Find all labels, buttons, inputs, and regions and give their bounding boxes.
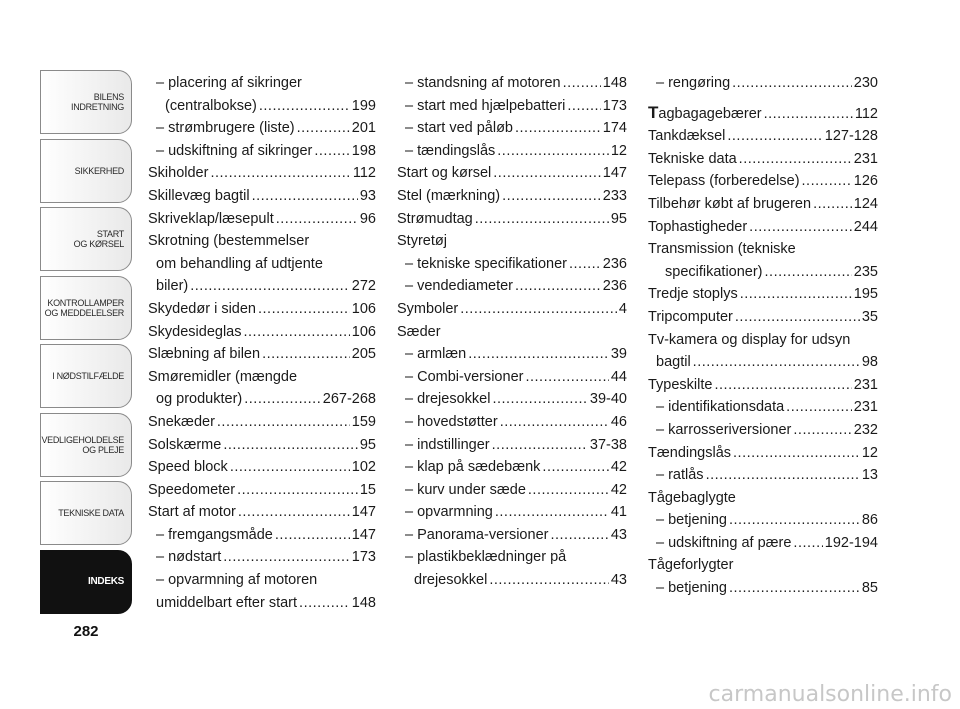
entry-text: biler) — [156, 278, 189, 295]
page-reference: 124 — [853, 195, 878, 212]
index-entry — [148, 388, 376, 411]
page-reference: 98 — [861, 354, 878, 371]
page-reference: 12 — [610, 142, 627, 159]
index-column-3 — [648, 72, 878, 600]
index-entry: – placering af sikringer — [156, 75, 302, 91]
page-reference: 106 — [351, 323, 376, 340]
index-entry — [648, 306, 878, 329]
dot-leader — [525, 366, 608, 389]
index-entry — [648, 170, 878, 193]
entry-text: drejesokkel — [414, 572, 488, 589]
chapter-tab[interactable] — [40, 276, 132, 340]
dot-leader — [739, 148, 852, 171]
index-entry: Tv-kamera og display for udsyn — [648, 331, 851, 348]
entry-text: – kurv under sæde — [405, 481, 526, 498]
page-reference: 127-128 — [824, 128, 878, 145]
index-entry — [648, 351, 878, 374]
dot-leader — [468, 343, 609, 366]
page-reference: 147 — [602, 165, 627, 182]
dot-leader — [314, 140, 349, 163]
page-reference: 41 — [610, 504, 627, 521]
dot-leader — [714, 374, 851, 397]
dot-leader — [550, 524, 608, 547]
index-entry — [148, 117, 376, 140]
index-entry — [397, 456, 627, 479]
entry-text: – strømbrugere (liste) — [156, 120, 295, 137]
page-reference: 174 — [602, 120, 627, 137]
dot-leader — [276, 208, 358, 231]
page-reference: 148 — [602, 75, 627, 91]
index-entry — [148, 592, 376, 615]
dot-leader — [258, 298, 350, 321]
dot-leader — [495, 501, 609, 524]
page-reference: 15 — [359, 481, 376, 498]
entry-text: Skiholder — [148, 165, 209, 182]
entry-text: Solskærme — [148, 436, 222, 453]
entry-text: umiddelbart efter start — [156, 594, 298, 611]
entry-text: Skillevæg bagtil — [148, 187, 250, 204]
entry-text: Slæbning af bilen — [148, 346, 261, 363]
dot-leader — [217, 411, 350, 434]
page-reference: 106 — [351, 300, 376, 317]
index-entry — [648, 216, 878, 239]
page-reference: 232 — [853, 421, 878, 438]
page-reference: 205 — [351, 346, 376, 363]
page-reference: 86 — [861, 512, 878, 529]
entry-text: Skydedør i siden — [148, 300, 256, 317]
index-entry — [397, 253, 627, 276]
chapter-tab[interactable] — [40, 481, 132, 545]
entry-text: – udskiftning af sikringer — [156, 142, 313, 159]
entry-text: – fremgangsmåde — [156, 526, 273, 543]
page-reference: 13 — [861, 467, 878, 484]
entry-text: – Combi-versioner — [405, 368, 524, 385]
index-entry — [648, 532, 878, 555]
dot-leader — [244, 321, 350, 344]
page-reference: 236 — [602, 255, 627, 272]
page-reference: 244 — [853, 218, 878, 235]
index-entry — [397, 162, 627, 185]
index-entry — [148, 321, 376, 344]
chapter-tab[interactable] — [40, 344, 132, 408]
dot-leader — [733, 442, 860, 465]
index-entry — [148, 411, 376, 434]
chapter-tab-label: I NØDSTILFÆLDE — [52, 371, 124, 381]
index-entry — [148, 95, 376, 118]
dot-leader — [563, 72, 601, 95]
index-entry: – plastikbeklædninger på — [405, 549, 567, 566]
entry-text: – udskiftning af pære — [656, 534, 792, 551]
index-entry — [397, 95, 627, 118]
dot-leader — [727, 125, 822, 148]
page-reference: 126 — [853, 173, 878, 190]
page-reference: 201 — [351, 120, 376, 137]
entry-text: Start og kørsel — [397, 165, 492, 182]
entry-text: Speedometer — [148, 481, 236, 498]
page-reference: 112 — [352, 165, 376, 182]
dot-leader — [765, 261, 852, 284]
entry-text: og produkter) — [156, 391, 243, 408]
index-entry — [397, 185, 627, 208]
dot-leader — [460, 298, 617, 321]
dot-leader — [502, 185, 601, 208]
page-reference: 195 — [853, 286, 878, 303]
index-entry: Transmission (tekniske — [648, 241, 796, 258]
dot-leader — [210, 162, 350, 185]
entry-text: Tilbehør købt af brugeren — [648, 195, 812, 212]
index-entry — [648, 374, 878, 397]
index-entry — [397, 117, 627, 140]
entry-text: Symboler — [397, 300, 459, 317]
entry-text: – hovedstøtter — [405, 413, 498, 430]
entry-text: Skriveklap/læsepult — [148, 210, 274, 227]
section-letter: T — [648, 102, 659, 122]
index-entry — [397, 72, 627, 95]
index-entry — [397, 298, 627, 321]
page-reference: 42 — [610, 459, 627, 476]
index-entry — [397, 411, 627, 434]
index-entry — [397, 140, 627, 163]
index-entry — [397, 434, 627, 457]
entry-text: – betjening — [656, 512, 727, 529]
dot-leader — [244, 388, 321, 411]
chapter-tab[interactable] — [40, 550, 132, 614]
index-entry — [648, 464, 878, 487]
dot-leader — [793, 419, 851, 442]
dot-leader — [740, 283, 852, 306]
entry-text: Tripcomputer — [648, 308, 733, 325]
page-reference: 42 — [610, 481, 627, 498]
index-entry: Styretøj — [397, 233, 447, 250]
dot-leader — [693, 351, 860, 374]
chapter-tab-label: VEDLIGEHOLDELSE OG PLEJE — [41, 434, 124, 455]
index-entry — [648, 261, 878, 284]
entry-text: – tekniske specifikationer — [405, 255, 567, 272]
entry-text: Start af motor — [148, 504, 236, 521]
dot-leader — [492, 388, 587, 411]
index-entry — [397, 366, 627, 389]
dot-leader — [223, 546, 350, 569]
index-entry — [648, 148, 878, 171]
index-entry — [148, 501, 376, 524]
index-entry — [648, 72, 878, 95]
dot-leader — [299, 592, 350, 615]
page-reference: 95 — [610, 210, 627, 227]
entry-text: – indstillinger — [405, 436, 490, 453]
index-entry — [397, 569, 627, 592]
entry-text: – armlæn — [405, 346, 467, 363]
index-entry — [148, 298, 376, 321]
dot-leader — [528, 479, 609, 502]
entry-text: Tændingslås — [648, 444, 732, 461]
dot-leader — [475, 208, 609, 231]
dot-leader — [569, 253, 601, 276]
dot-leader — [735, 306, 860, 329]
page-reference: 173 — [351, 549, 376, 566]
dot-leader — [262, 343, 350, 366]
page-reference: 35 — [861, 308, 878, 325]
entry-text: Tophastigheder — [648, 218, 748, 235]
dot-leader — [749, 216, 852, 239]
index-entry — [648, 396, 878, 419]
entry-text: – karrosseriversioner — [656, 421, 792, 438]
index-entry: Tågeforlygter — [648, 557, 734, 574]
entry-text: Speed block — [148, 459, 228, 476]
index-entry — [648, 442, 878, 465]
index-entry — [148, 434, 376, 457]
entry-text: – drejesokkel — [405, 391, 491, 408]
entry-text: – Panorama-versioner — [405, 526, 549, 543]
index-entry — [148, 162, 376, 185]
chapter-tab-label: INDEKS — [88, 575, 124, 587]
dot-leader — [230, 456, 350, 479]
chapter-tab-label: SIKKERHED — [74, 165, 124, 176]
entry-text: Tekniske data — [648, 150, 737, 167]
page-reference: 93 — [359, 187, 376, 204]
page-reference: 231 — [853, 376, 878, 393]
dot-leader — [223, 434, 358, 457]
page-reference: 173 — [602, 97, 627, 114]
dot-leader — [297, 117, 350, 140]
index-entry — [148, 140, 376, 163]
dot-leader — [802, 170, 852, 193]
index-entry — [397, 388, 627, 411]
index-entry — [648, 577, 878, 600]
index-entry: om behandling af udtjente — [156, 255, 323, 272]
index-entry — [648, 419, 878, 442]
index-column-1 — [148, 72, 376, 614]
entry-text: Tankdæksel — [648, 128, 726, 145]
index-entry — [148, 456, 376, 479]
entry-text: – nødstart — [156, 549, 222, 566]
page-reference: 272 — [351, 278, 376, 295]
page-reference: 230 — [853, 75, 878, 91]
entry-text: Telepass (forberedelse) — [648, 173, 800, 190]
index-entry — [148, 275, 376, 298]
page-reference: 102 — [351, 459, 376, 476]
chapter-tab-label: START OG KØRSEL — [73, 229, 124, 249]
dot-leader — [492, 434, 588, 457]
page-reference: 192-194 — [824, 534, 878, 551]
dot-leader — [567, 95, 600, 118]
entry-text: Skydesideglas — [148, 323, 242, 340]
page-reference: 231 — [853, 150, 878, 167]
page-reference: 267-268 — [322, 391, 376, 408]
page-reference: 46 — [610, 413, 627, 430]
index-entry — [397, 524, 627, 547]
index-entry: Tågebaglygte — [648, 489, 736, 506]
index-entry — [648, 193, 878, 216]
index-entry: Sæder — [397, 323, 441, 340]
page-reference: 4 — [618, 300, 627, 317]
dot-leader — [732, 72, 852, 95]
entry-text: specifikationer) — [665, 263, 763, 280]
index-entry — [397, 208, 627, 231]
entry-text: – start med hjælpebatteri — [405, 97, 566, 114]
page-reference: 96 — [359, 210, 376, 227]
entry-text: – identifikationsdata — [656, 399, 785, 416]
page-reference: 39-40 — [589, 391, 627, 408]
index-entry — [397, 343, 627, 366]
chapter-tab[interactable] — [40, 70, 132, 134]
dot-leader — [489, 569, 609, 592]
page-reference: 199 — [351, 97, 376, 114]
dot-leader — [729, 509, 860, 532]
page-reference: 112 — [854, 105, 878, 122]
index-entry — [148, 343, 376, 366]
watermark: carmanualsonline.info — [708, 682, 952, 707]
page-reference: 95 — [359, 436, 376, 453]
dot-leader — [793, 532, 822, 555]
dot-leader — [252, 185, 358, 208]
index-entry — [397, 275, 627, 298]
entry-text: (centralbokse) — [165, 97, 257, 114]
page-reference: 198 — [351, 142, 376, 159]
index-entry — [148, 546, 376, 569]
index-entry — [648, 125, 878, 148]
page-number: 282 — [73, 623, 99, 640]
entry-text: Snekæder — [148, 413, 215, 430]
entry-text — [648, 102, 762, 126]
dot-leader — [275, 524, 350, 547]
dot-leader — [729, 577, 860, 600]
page-reference: 37-38 — [589, 436, 627, 453]
index-entry — [148, 524, 376, 547]
entry-text: – rengøring — [656, 75, 731, 91]
entry-text: Typeskilte — [648, 376, 713, 393]
index-entry — [148, 185, 376, 208]
index-entry — [648, 283, 878, 306]
page-reference: 236 — [602, 278, 627, 295]
entry-text: – ratlås — [656, 467, 704, 484]
page-reference: 44 — [610, 368, 627, 385]
index-entry — [648, 102, 878, 126]
page-reference: 231 — [853, 399, 878, 416]
dot-leader — [542, 456, 608, 479]
index-entry: Smøremidler (mængde — [148, 368, 298, 385]
dot-leader — [786, 396, 852, 419]
index-entry: Skrotning (bestemmelser — [148, 233, 310, 250]
entry-text: bagtil — [656, 354, 691, 371]
dot-leader — [190, 275, 350, 298]
dot-leader — [813, 193, 852, 216]
dot-leader — [706, 464, 860, 487]
chapter-tab-label: TEKNISKE DATA — [58, 508, 124, 518]
entry-text: – klap på sædebænk — [405, 459, 541, 476]
entry-text: – start ved påløb — [405, 120, 513, 137]
entry-text: – vendediameter — [405, 278, 514, 295]
page-reference: 39 — [610, 346, 627, 363]
dot-leader — [238, 501, 350, 524]
entry-text: – opvarmning — [405, 504, 493, 521]
page-reference: 235 — [853, 263, 878, 280]
index-column-2 — [397, 72, 627, 592]
dot-leader — [764, 103, 853, 126]
page-reference: 147 — [351, 526, 376, 543]
index-entry: – opvarmning af motoren — [156, 572, 318, 589]
page-reference: 159 — [351, 413, 376, 430]
chapter-tab[interactable] — [40, 139, 132, 203]
dot-leader — [237, 479, 358, 502]
chapter-tab[interactable] — [40, 413, 132, 477]
entry-text: Stel (mærkning) — [397, 187, 501, 204]
index-entry — [648, 509, 878, 532]
chapter-tab-label: KONTROLLAMPER OG MEDDELELSER — [44, 297, 124, 318]
page-reference: 12 — [861, 444, 878, 461]
chapter-tab[interactable] — [40, 207, 132, 271]
page-reference: 148 — [351, 594, 376, 611]
dot-leader — [515, 117, 601, 140]
page-reference: 85 — [861, 580, 878, 597]
page-reference: 233 — [602, 187, 627, 204]
dot-leader — [500, 411, 609, 434]
entry-text: Tredje stoplys — [648, 286, 738, 303]
page-reference: 43 — [610, 526, 627, 543]
entry-text-rest: agbagagebærer — [658, 105, 762, 122]
chapter-tab-label: BILENS INDRETNING — [71, 92, 124, 112]
entry-text: – tændingslås — [405, 142, 496, 159]
index-entry — [148, 479, 376, 502]
dot-leader — [493, 162, 601, 185]
entry-text: – betjening — [656, 580, 727, 597]
dot-leader — [259, 95, 350, 118]
page-reference: 147 — [351, 504, 376, 521]
dot-leader — [497, 140, 609, 163]
index-entry — [148, 208, 376, 231]
entry-text: – standsning af motoren — [405, 75, 561, 91]
dot-leader — [515, 275, 601, 298]
page-reference: 43 — [610, 572, 627, 589]
index-entry — [397, 501, 627, 524]
entry-text: Strømudtag — [397, 210, 473, 227]
index-entry — [397, 479, 627, 502]
